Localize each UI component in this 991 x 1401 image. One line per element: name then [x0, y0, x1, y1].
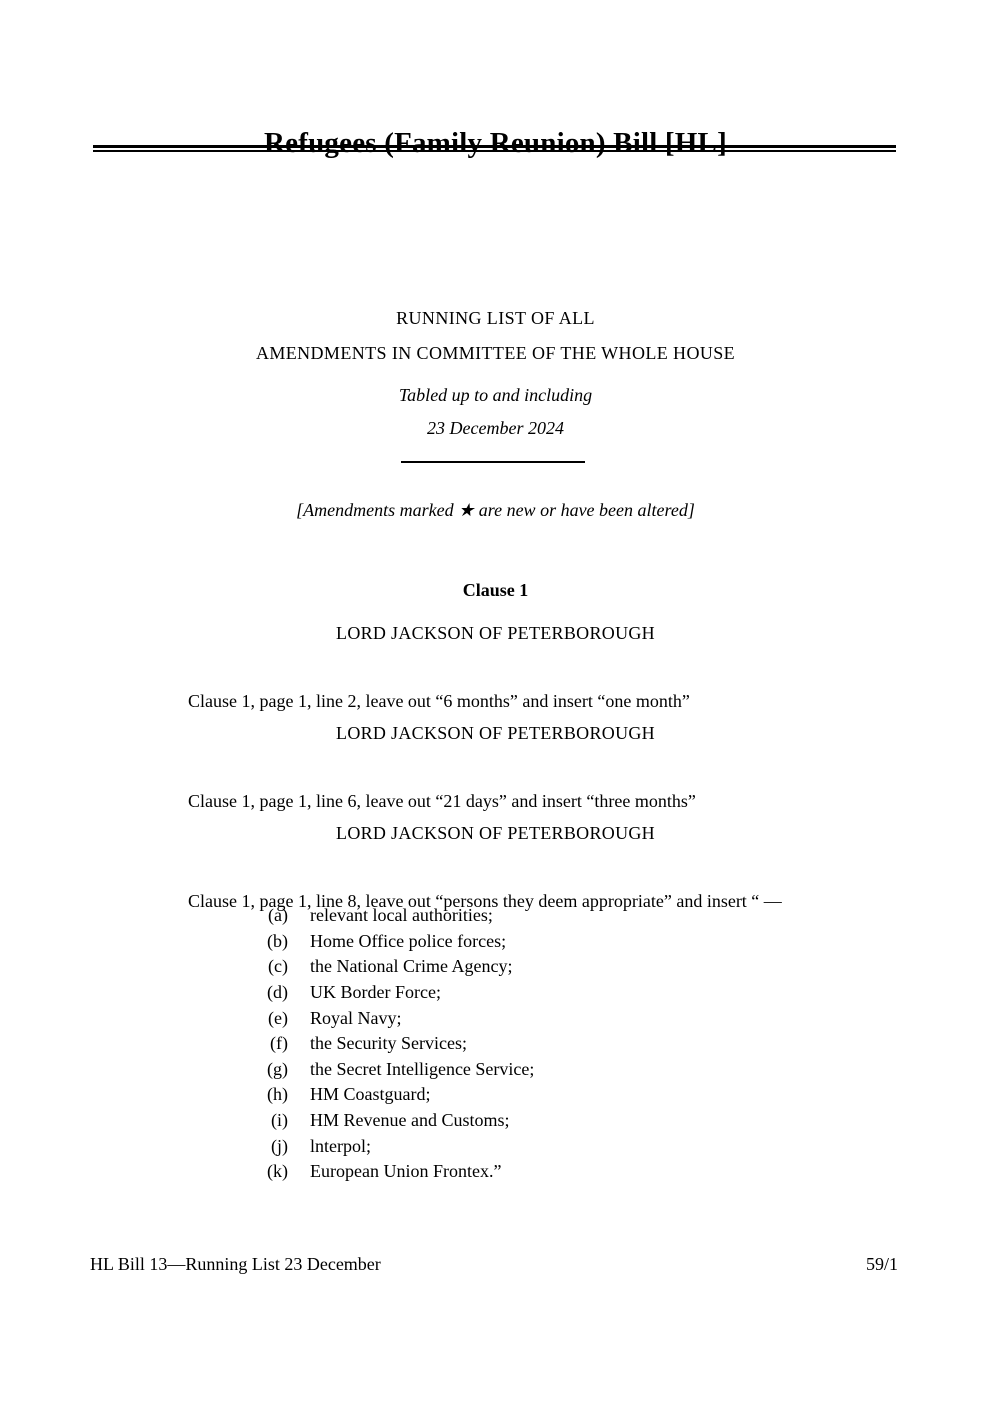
- amendment-sublist: [188, 903, 808, 1185]
- sublist-item-label: (i): [271, 1110, 288, 1131]
- amendment-text: Clause 1, page 1, line 8, leave out “persons they deem appropriate” and insert “ —: [188, 891, 782, 911]
- tabled-date: 23 December 2024: [427, 418, 564, 438]
- sublist-item: [188, 1082, 808, 1108]
- amendment-sponsor: LORD JACKSON OF PETERBOROUGH: [336, 623, 655, 643]
- sublist-item: [188, 1108, 808, 1134]
- sublist-item: [188, 1159, 808, 1185]
- sublist-item-label: (g): [267, 1058, 288, 1079]
- running-list-heading: RUNNING LIST OF ALL: [396, 308, 595, 328]
- sublist-item-text: lnterpol;: [310, 1135, 371, 1156]
- sublist-item: [188, 1133, 808, 1159]
- footer-bill-reference: HL Bill 13—Running List 23 December: [90, 1254, 381, 1274]
- star-note: [Amendments marked ★ are new or have been altered]: [296, 500, 695, 520]
- clause-heading: Clause 1: [462, 580, 529, 600]
- sublist-item-label: (b): [267, 930, 288, 951]
- sublist-item: [188, 929, 808, 955]
- sublist-item: [188, 1005, 808, 1031]
- sublist-item: [188, 1031, 808, 1057]
- amendment-sponsor: LORD JACKSON OF PETERBOROUGH: [336, 723, 655, 743]
- bill-title: Refugees (Family Reunion) Bill [HL]: [264, 127, 727, 160]
- sublist-item-text: HM Revenue and Customs;: [310, 1110, 510, 1131]
- sublist-item: [188, 1057, 808, 1083]
- sublist-item-label: (h): [267, 1084, 288, 1105]
- sublist-item-label: (d): [267, 982, 288, 1003]
- sublist-item-text: the National Crime Agency;: [310, 956, 513, 977]
- sublist-item-label: (j): [271, 1135, 288, 1156]
- section-divider-rule: [401, 461, 585, 463]
- tabled-note: Tabled up to and including: [398, 385, 593, 405]
- sublist-item-label: (c): [268, 956, 288, 977]
- sublist-item-text: the Security Services;: [310, 1033, 467, 1054]
- sublist-item-text: the Secret Intelligence Service;: [310, 1058, 535, 1079]
- sublist-item-text: Home Office police forces;: [310, 930, 507, 951]
- footer-page-number: 59/1: [865, 1254, 898, 1274]
- sublist-item-text: UK Border Force;: [310, 982, 441, 1003]
- sublist-item: [188, 903, 808, 929]
- title-double-rule: [93, 145, 896, 152]
- sublist-item-label: (k): [267, 1161, 288, 1182]
- sublist-item-label: (a): [268, 905, 288, 926]
- sublist-item-label: (e): [268, 1007, 288, 1028]
- sublist-item-label: (f): [270, 1033, 288, 1054]
- sublist-item-text: European Union Frontex.”: [310, 1161, 502, 1182]
- amendment-sponsor: LORD JACKSON OF PETERBOROUGH: [336, 823, 655, 843]
- amendment-text: Clause 1, page 1, line 2, leave out “6 months” and insert “one month”: [188, 691, 690, 711]
- committee-heading: AMENDMENTS IN COMMITTEE OF THE WHOLE HOUSE: [255, 343, 736, 363]
- sublist-item-text: HM Coastguard;: [310, 1084, 431, 1105]
- sublist-item: [188, 980, 808, 1006]
- page-footer: [90, 1252, 898, 1276]
- amendment-text: Clause 1, page 1, line 6, leave out “21 days” and insert “three months”: [188, 791, 696, 811]
- sublist-item-text: relevant local authorities;: [310, 905, 493, 926]
- sublist-item-text: Royal Navy;: [310, 1007, 402, 1028]
- sublist-item: [188, 954, 808, 980]
